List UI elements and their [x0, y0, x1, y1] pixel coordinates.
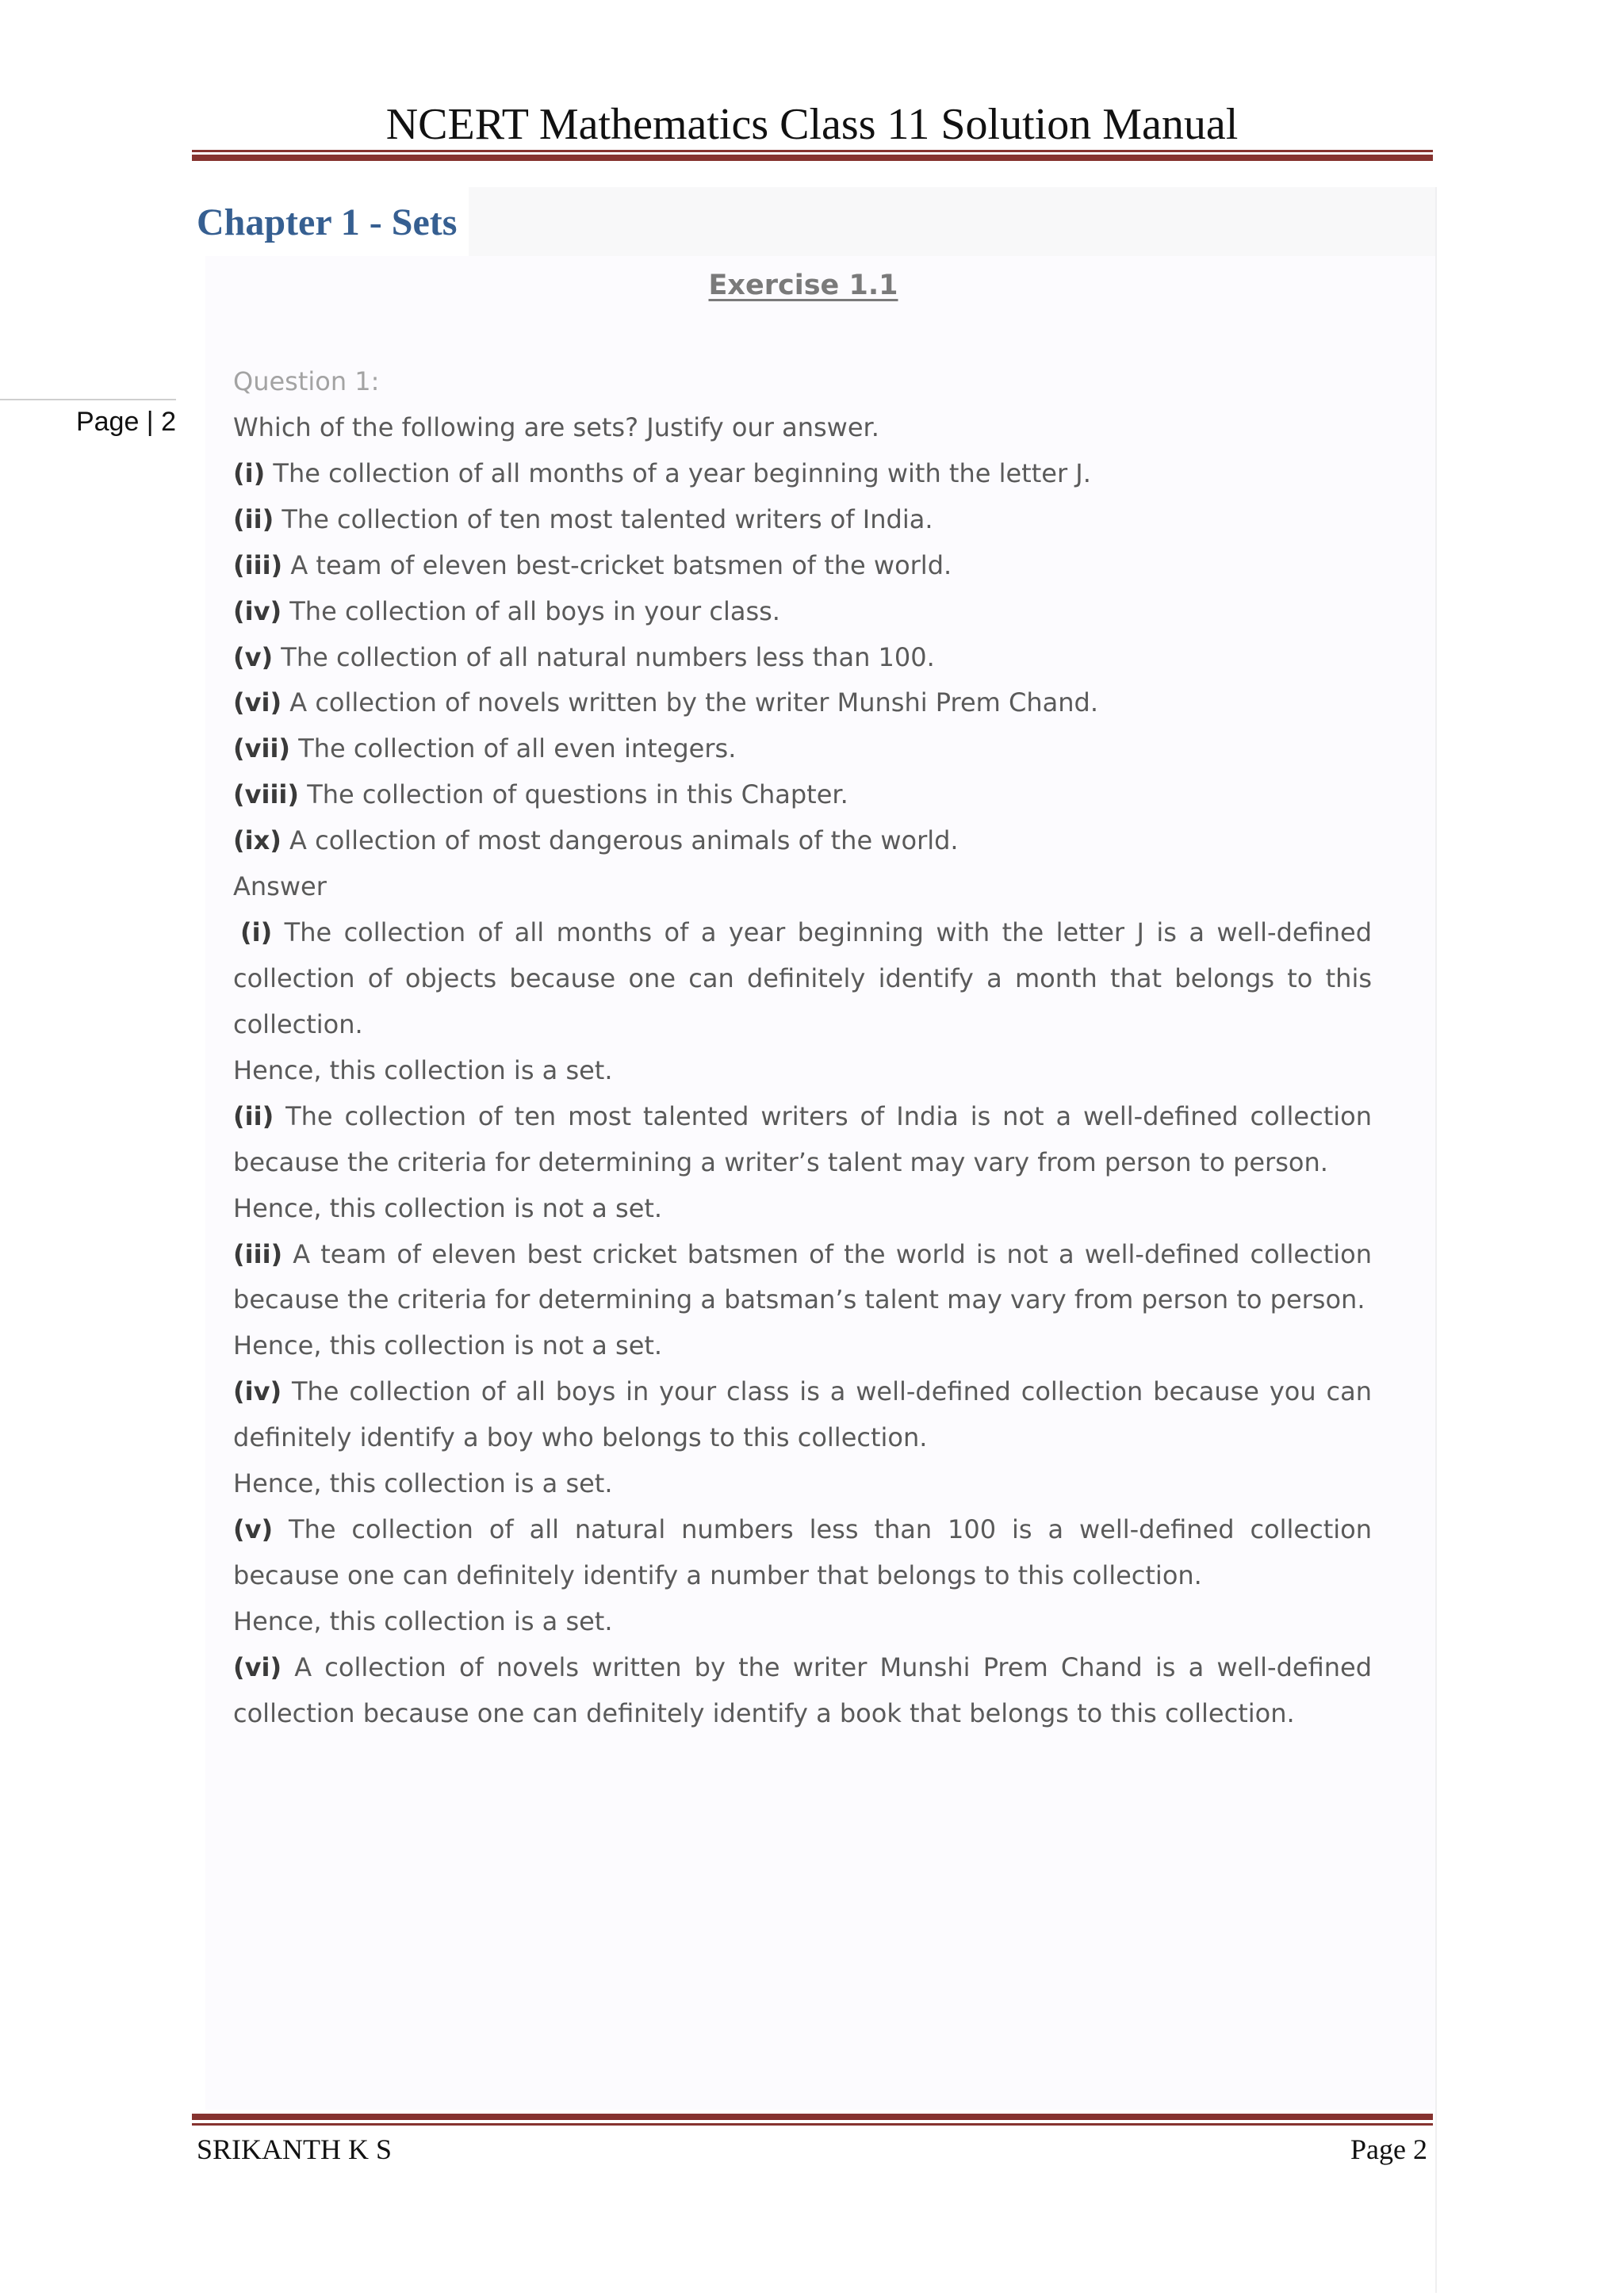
- answer-label: (iii): [233, 1238, 283, 1269]
- answer-text: The collection of all natural numbers less than 100 is a well-defined collection: [289, 1514, 1373, 1545]
- item-text: The collection of all natural numbers less than 100.: [281, 641, 935, 672]
- margin-page-label: Page | 2: [75, 407, 176, 437]
- answer-text: because the criteria for determining a batsman’s talent may vary from person to person.: [233, 1284, 1365, 1315]
- item-text: The collection of all boys in your class.: [289, 595, 780, 626]
- answer-line: [233, 910, 1372, 956]
- item-text: A team of eleven best-cricket batsmen of the world.: [290, 549, 952, 580]
- answer-text: definitely identify a boy who belongs to this collection.: [233, 1422, 928, 1453]
- answer-label: (v): [233, 1514, 274, 1545]
- answer-item: [233, 1094, 1372, 1232]
- item-text: The collection of all months of a year beginning with the letter J.: [273, 457, 1091, 488]
- answer-text: The collection of all months of a year beginning with the letter J is a well-defined: [284, 917, 1373, 948]
- answer-text: collection because one can definitely identify a book that belongs to this collection.: [233, 1697, 1295, 1728]
- question-item: [233, 635, 1372, 681]
- margin-rule: [0, 399, 176, 400]
- question-item: [233, 680, 1372, 726]
- footer-rule-thick: [192, 2114, 1433, 2120]
- footer-page-number: Page 2: [1350, 2133, 1427, 2165]
- answer-line: [233, 1369, 1372, 1415]
- answer-text: collection of objects because one can definitely identify a month that belongs to this: [233, 962, 1372, 993]
- answer-line: [233, 1645, 1372, 1691]
- scan-edge: [1435, 187, 1437, 2293]
- answer-text: collection.: [233, 1008, 363, 1039]
- item-label: (viii): [233, 779, 300, 810]
- header-rule-thin: [192, 150, 1433, 152]
- answer-line: [233, 1553, 1372, 1599]
- item-text: The collection of questions in this Chapter.: [307, 779, 848, 810]
- item-label: (ii): [233, 503, 274, 534]
- answer-line: [233, 1140, 1372, 1186]
- answer-line: [233, 1507, 1372, 1553]
- item-text: The collection of all even integers.: [298, 733, 737, 764]
- item-text: A collection of most dangerous animals of the world.: [289, 825, 959, 856]
- answer-heading: Answer: [233, 871, 327, 902]
- item-label: (iv): [233, 595, 282, 626]
- answer-line: [233, 1415, 1372, 1461]
- answer-line: [233, 1277, 1372, 1323]
- answer-line: [233, 1691, 1372, 1737]
- answer-line: [233, 1232, 1372, 1278]
- answer-conclusion: Hence, this collection is a set.: [233, 1054, 613, 1085]
- question-prompt: Which of the following are sets? Justify our answer.: [233, 411, 879, 442]
- exercise-content: [233, 359, 1372, 1737]
- answer-label: (ii): [233, 1100, 274, 1131]
- answer-line: [233, 1094, 1372, 1140]
- answer-label: (i): [240, 917, 273, 948]
- answer-line: [233, 1002, 1372, 1048]
- item-text: The collection of ten most talented writers of India.: [282, 503, 933, 534]
- footer-rule-thin: [192, 2123, 1433, 2126]
- question-item: [233, 818, 1372, 864]
- answer-conclusion: Hence, this collection is not a set.: [233, 1330, 663, 1361]
- item-label: (i): [233, 457, 266, 488]
- question-item: [233, 543, 1372, 589]
- answer-text: A team of eleven best cricket batsmen of the world is not a well-defined collection: [293, 1238, 1373, 1269]
- question-item: [233, 589, 1372, 635]
- chapter-title: Chapter 1 - Sets: [197, 201, 458, 243]
- answer-item: [233, 1645, 1372, 1737]
- item-label: (vii): [233, 733, 291, 764]
- answer-conclusion: Hence, this collection is a set.: [233, 1605, 613, 1636]
- answer-text: A collection of novels written by the writer Munshi Prem Chand is a well-defined: [294, 1651, 1373, 1682]
- scan-top-band: [469, 187, 1436, 256]
- answer-conclusion: Hence, this collection is not a set.: [233, 1192, 663, 1223]
- question-item: [233, 772, 1372, 818]
- question-item: [233, 451, 1372, 497]
- question-item: [233, 726, 1372, 772]
- item-label: (iii): [233, 549, 283, 580]
- item-label: (vi): [233, 687, 282, 718]
- answer-item: [233, 1232, 1372, 1370]
- answer-line: [233, 956, 1372, 1002]
- answer-item: [233, 1369, 1372, 1507]
- footer-author: SRIKANTH K S: [197, 2133, 393, 2165]
- question-heading: Question 1:: [233, 366, 380, 396]
- header-rule-thick: [192, 155, 1433, 161]
- item-text: A collection of novels written by the writer Munshi Prem Chand.: [289, 687, 1098, 718]
- answer-item: [233, 910, 1372, 1094]
- item-label: (ix): [233, 825, 282, 856]
- footer: [197, 2133, 1427, 2166]
- item-label: (v): [233, 641, 274, 672]
- answer-label: (iv): [233, 1376, 282, 1407]
- question-item: [233, 497, 1372, 543]
- answer-text: because one can definitely identify a number that belongs to this collection.: [233, 1559, 1202, 1590]
- document-header-title: NCERT Mathematics Class 11 Solution Manual: [385, 100, 1239, 149]
- answer-text: because the criteria for determining a writer’s talent may vary from person to person.: [233, 1146, 1328, 1177]
- answer-text: The collection of all boys in your class is a well-defined collection because you can: [291, 1376, 1372, 1407]
- answer-conclusion: Hence, this collection is a set.: [233, 1468, 613, 1499]
- answer-label: (vi): [233, 1651, 282, 1682]
- answer-item: [233, 1507, 1372, 1645]
- exercise-title: Exercise 1.1: [708, 270, 898, 301]
- answer-text: The collection of ten most talented writers of India is not a well-defined collection: [285, 1100, 1373, 1131]
